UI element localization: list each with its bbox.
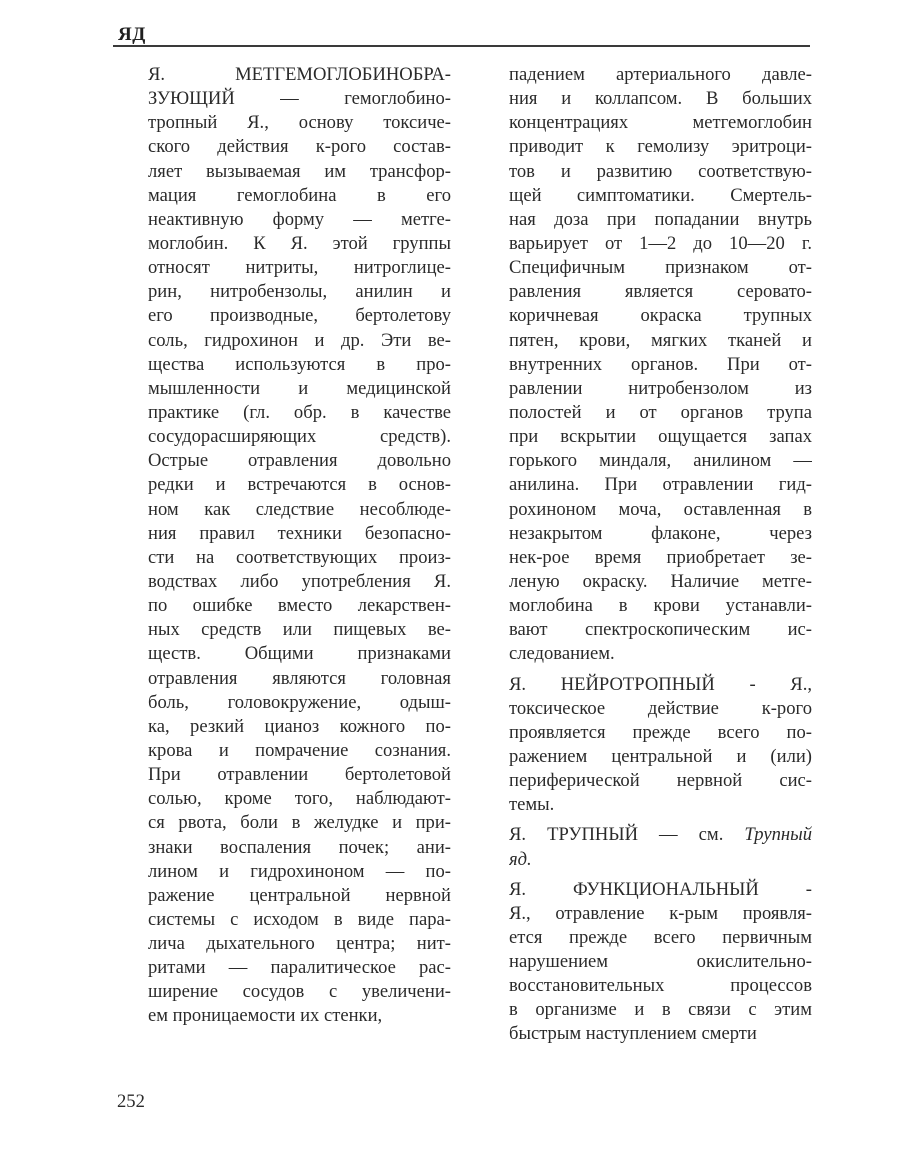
text-line: знаки воспаления почек; ани- <box>148 836 451 858</box>
text-line: неактивную форму — метге- <box>148 208 451 230</box>
text-line: быстрым наступлением смерти <box>509 1023 757 1045</box>
text-line: Я. НЕЙРОТРОПНЫЙ - Я., <box>509 673 812 695</box>
text-line: проявляется прежде всего по- <box>509 721 812 743</box>
text-line: ется прежде всего первичным <box>509 926 812 948</box>
entry-cadaveric <box>509 823 812 871</box>
text-line: водствах либо употребления Я. <box>148 570 451 592</box>
text-line: крова и помрачение сознания. <box>148 739 451 761</box>
text-line: рохиноном моча, оставленная в <box>509 498 812 520</box>
text-line: концентрациях метгемоглобин <box>509 112 812 134</box>
text-line: системы с исходом в виде пара- <box>148 908 451 930</box>
text-line: мация гемоглобина в его <box>148 184 451 206</box>
text-line: ритами — паралитическое рас- <box>148 957 451 979</box>
text-line: ем проницаемости их стенки, <box>148 1005 383 1027</box>
text-line: ся рвота, боли в желудке и при- <box>148 812 451 834</box>
text-line: пятен, крови, мягких тканей и <box>509 329 812 351</box>
text-line: падением артериального давле- <box>509 64 812 85</box>
text-line: ных средств или пищевых ве- <box>148 619 451 641</box>
text-line: соль, гидрохинон и др. Эти ве- <box>148 329 451 351</box>
text-line: приводит к гемолизу эритроци- <box>509 136 812 158</box>
text-line: нек-рое время приобретает зе- <box>509 546 812 568</box>
entry-term: Я. ТРУПНЫЙ — см. <box>509 824 724 846</box>
header-rule <box>113 45 810 47</box>
text-line: моглобин. К Я. этой группы <box>148 232 451 254</box>
text-line: горького миндаля, анилином — <box>509 450 812 472</box>
text-line: ном как следствие несоблюде- <box>148 498 451 520</box>
text-line <box>509 823 812 847</box>
text-line: ширение сосудов с увеличени- <box>148 981 451 1003</box>
text-line: ния и коллапсом. В больших <box>509 88 812 110</box>
text-line: Острые отравления довольно <box>148 450 451 472</box>
text-line: лича дыхательного центра; нит- <box>148 933 451 955</box>
text-line <box>509 848 812 872</box>
text-line: щей симптоматики. Смертель- <box>509 184 812 206</box>
cross-reference[interactable]: Трупный <box>744 824 812 846</box>
text-line: нарушением окислительно- <box>509 951 812 973</box>
text-line: боль, головокружение, одыш- <box>148 691 451 713</box>
text-line: При отравлении бертолетовой <box>148 764 451 786</box>
text-line: ная доза при попадании внутрь <box>509 208 812 230</box>
text-line: варьирует от 1—2 до 10—20 г. <box>509 232 812 254</box>
text-line: ществ. Общими признаками <box>148 643 451 665</box>
text-line: ляет вызываемая им трансфор- <box>148 160 451 182</box>
text-line: тов и развитию соответствую- <box>509 160 812 182</box>
text-line: сосудорасширяющих средств). <box>148 426 451 448</box>
text-line: токсическое действие к-рого <box>509 697 812 719</box>
text-line: Я., отравление к-рым проявля- <box>509 902 812 924</box>
text-line: Специфичным признаком от- <box>509 257 812 279</box>
text-line: восстановительных процессов <box>509 975 812 997</box>
text-line: анилина. При отравлении гид- <box>509 474 812 496</box>
text-line: незакрытом флаконе, через <box>509 522 812 544</box>
text-line: практике (гл. обр. в качестве <box>148 401 451 423</box>
text-line: Я. МЕТГЕМОГЛОБИНОБРА- <box>148 64 451 85</box>
text-line: лином и гидрохиноном — по- <box>148 860 451 882</box>
text-line: ЗУЮЩИЙ — гемоглобино- <box>148 88 451 110</box>
text-line: сти на соответствующих произ- <box>148 546 451 568</box>
text-line: редки и встречаются в основ- <box>148 474 451 496</box>
text-line: ражение центральной нервной <box>148 884 451 906</box>
text-line: относят нитриты, нитроглице- <box>148 257 451 279</box>
text-line: леную окраску. Наличие метге- <box>509 570 812 592</box>
text-line: ка, резкий цианоз кожного по- <box>148 715 451 737</box>
text-line: Я. ФУНКЦИОНАЛЬНЫЙ - <box>509 878 812 900</box>
text-line: следованием. <box>509 643 615 665</box>
text-line: коричневая окраска трупных <box>509 305 812 327</box>
running-head: ЯД <box>118 24 146 45</box>
text-line: его производные, бертолетову <box>148 305 451 327</box>
entry-functional <box>509 878 812 1047</box>
text-line: темы. <box>509 794 555 816</box>
left-column <box>148 63 451 1029</box>
text-line: моглобина в крови устанавли- <box>509 595 812 617</box>
entry-continuation <box>509 63 812 667</box>
right-column <box>509 63 812 1047</box>
text-line: ражением центральной и (или) <box>509 745 812 767</box>
text-line: рин, нитробензолы, анилин и <box>148 281 451 303</box>
text-line: внутренних органов. При от- <box>509 353 812 375</box>
text-line: отравления являются головная <box>148 667 451 689</box>
text-line: равления является серовато- <box>509 281 812 303</box>
text-line: полостей и от органов трупа <box>509 401 812 423</box>
text-line: тропный Я., основу токсиче- <box>148 112 451 134</box>
entry-neurotropic <box>509 673 812 818</box>
cross-reference-end[interactable]: яд. <box>509 848 532 870</box>
text-line: ского действия к-рого состав- <box>148 136 451 158</box>
text-line: щества используются в про- <box>148 353 451 375</box>
page-number: 252 <box>117 1091 145 1112</box>
text-line: периферической нервной сис- <box>509 770 812 792</box>
text-line: ния правил техники безопасно- <box>148 522 451 544</box>
text-line: равлении нитробензолом из <box>509 377 812 399</box>
text-line: вают спектроскопическим ис- <box>509 619 812 641</box>
text-line: при вскрытии ощущается запах <box>509 426 812 448</box>
text-line: солью, кроме того, наблюдают- <box>148 788 451 810</box>
text-line: по ошибке вместо лекарствен- <box>148 595 451 617</box>
text-line: мышленности и медицинской <box>148 377 451 399</box>
text-line: в организме и в связи с этим <box>509 999 812 1021</box>
